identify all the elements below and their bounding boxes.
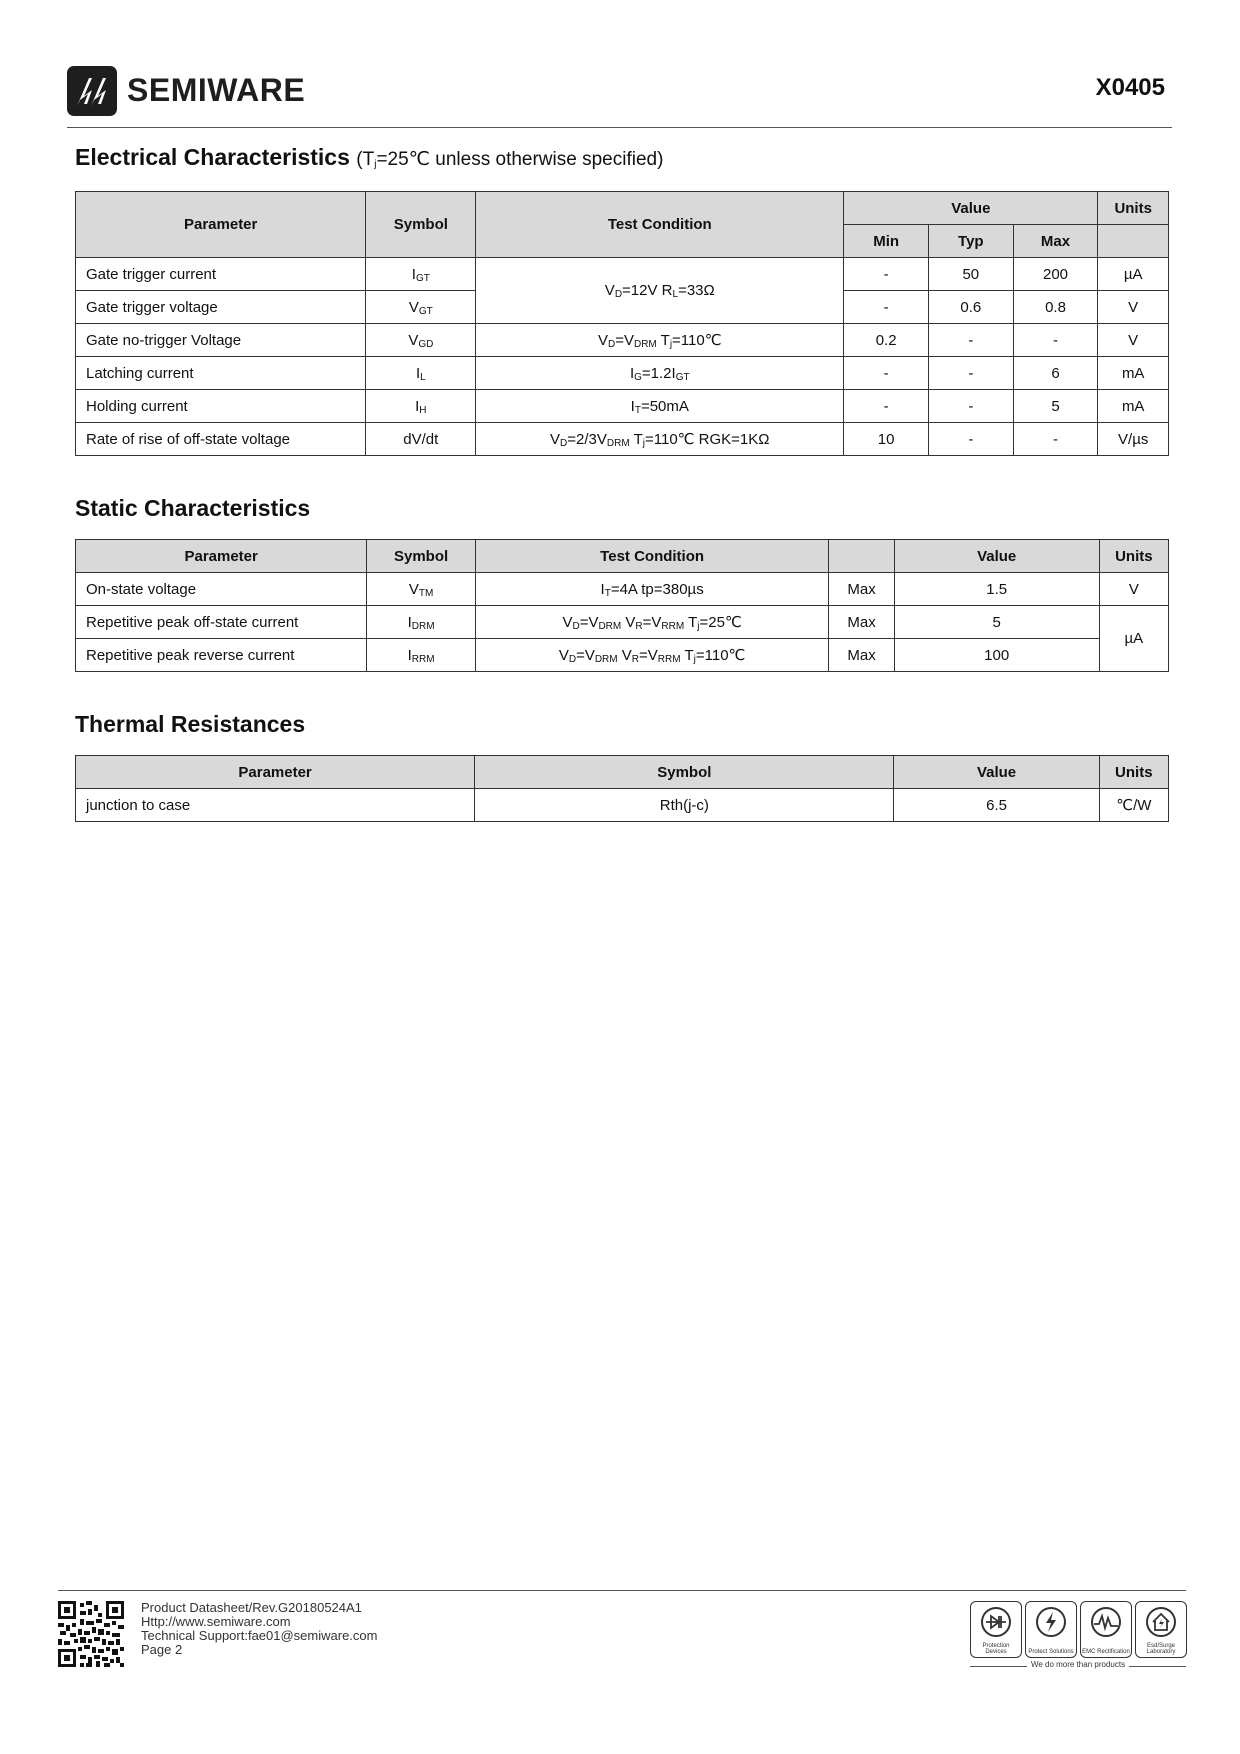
static-title: Static Characteristics [75,495,311,521]
electrical-title-text: Electrical Characteristics [75,144,350,170]
units-cell: µA [1098,258,1169,291]
header-value: Value [844,192,1098,225]
header-parameter: Parameter [76,540,367,573]
symbol-cell: $I_{GT}$ [366,258,476,291]
footer-support: Technical Support:fae01@semiware.com [141,1628,378,1643]
min-cell: - [844,258,929,291]
table-row [76,789,1169,822]
symbol-cell: $V_{GT}$ [366,291,476,324]
symbol-cell: Rth(j-c) [475,789,894,822]
emc-rectification-icon [1080,1601,1132,1658]
table-header-row [76,756,1169,789]
max-cell: 0.8 [1013,291,1098,324]
units-cell: mA [1098,390,1169,423]
header-test-condition: Test Condition [476,192,844,258]
units-cell: V/µs [1098,423,1169,456]
condition-cell: $V_D=2/3V_{DRM}$ $T_j=110℃$ RGK=1KΩ [476,423,844,456]
table-header-row [76,192,1169,225]
condition-cell: $I_G=1.2I_{GT}$ [476,357,844,390]
table-row [76,573,1169,606]
condition-cell: $I_T=4A$ tp=380µs [475,573,829,606]
param-cell: On-state voltage [76,573,367,606]
symbol-cell: $I_{RRM}$ [367,639,475,672]
units-cell: µA [1099,606,1168,672]
symbol-cell: $I_L$ [366,357,476,390]
limit-cell: Max [829,573,894,606]
service-badges [970,1601,1186,1673]
min-cell: - [844,357,929,390]
max-cell: - [1013,423,1098,456]
units-cell: mA [1098,357,1169,390]
param-cell: Gate trigger voltage [76,291,366,324]
header-test-condition: Test Condition [475,540,829,573]
param-cell: Latching current [76,357,366,390]
esd-surge-lab-icon [1135,1601,1187,1658]
symbol-cell: dV/dt [366,423,476,456]
units-cell: V [1099,573,1168,606]
value-cell: 5 [894,606,1099,639]
typ-cell: 50 [928,258,1013,291]
header-value: Value [894,756,1099,789]
param-cell: junction to case [76,789,475,822]
param-cell: Holding current [76,390,366,423]
footer-slogan: We do more than products [1027,1660,1129,1669]
static-table [75,539,1169,672]
header-units: Units [1099,756,1168,789]
header-symbol: Symbol [475,756,894,789]
param-cell: Rate of rise of off-state voltage [76,423,366,456]
value-cell: 6.5 [894,789,1099,822]
table-row [76,357,1169,390]
badge-label: EMC Rectification [1082,1649,1130,1655]
semiware-logo-icon [67,66,117,116]
min-cell: 0.2 [844,324,929,357]
protection-devices-icon [970,1601,1022,1658]
table-header-row [76,540,1169,573]
header-limit-blank [829,540,894,573]
symbol-cell: $I_{DRM}$ [367,606,475,639]
min-cell: - [844,291,929,324]
header-typ: Typ [928,225,1013,258]
condition-cell: $V_D=V_{DRM}$ $V_R=V_{RRM}$ $T_j=110℃$ [475,639,829,672]
footer-revision: Product Datasheet/Rev.G20180524A1 [141,1600,362,1615]
min-cell: 10 [844,423,929,456]
typ-cell: - [928,357,1013,390]
min-cell: - [844,390,929,423]
typ-cell: - [928,423,1013,456]
header-min: Min [844,225,929,258]
condition-cell: $V_D=V_{DRM}$ $T_j=110℃$ [476,324,844,357]
typ-cell: - [928,390,1013,423]
badge-label: Protection Devices [982,1643,1010,1655]
param-cell: Repetitive peak off-state current [76,606,367,639]
table-row [76,324,1169,357]
header-symbol: Symbol [367,540,475,573]
footer-page: Page 2 [141,1642,183,1657]
max-cell: 5 [1013,390,1098,423]
header-units-blank [1098,225,1169,258]
condition-cell: $V_D=V_{DRM}$ $V_R=V_{RRM}$ $T_j=25℃$ [475,606,829,639]
table-row [76,606,1169,639]
electrical-table [75,191,1169,456]
header-parameter: Parameter [76,756,475,789]
table-row [76,390,1169,423]
header-max: Max [1013,225,1098,258]
header-value: Value [894,540,1099,573]
limit-cell: Max [829,606,894,639]
header-units: Units [1098,192,1169,225]
symbol-cell: $V_{GD}$ [366,324,476,357]
header-units: Units [1099,540,1168,573]
thermal-title: Thermal Resistances [75,711,306,737]
table-row [76,423,1169,456]
badge-label: Esd/Surge Laboratory [1146,1643,1176,1655]
footer-info [141,1601,377,1657]
units-cell: V [1098,324,1169,357]
max-cell: 200 [1013,258,1098,291]
value-cell: 1.5 [894,573,1099,606]
header-parameter: Parameter [76,192,366,258]
param-cell: Repetitive peak reverse current [76,639,367,672]
max-cell: - [1013,324,1098,357]
symbol-cell: $I_H$ [366,390,476,423]
protect-solutions-icon [1025,1601,1077,1658]
table-row [76,258,1169,291]
condition-cell: $V_D=12V$ $R_L=33\Omega$ [476,258,844,324]
max-cell: 6 [1013,357,1098,390]
thermal-table [75,755,1169,822]
condition-cell: $I_T=50mA$ [476,390,844,423]
param-cell: Gate no-trigger Voltage [76,324,366,357]
units-cell: ℃/W [1099,789,1168,822]
page-footer [58,1590,1186,1671]
page-header [67,64,1172,128]
footer-website: Http://www.semiware.com [141,1614,291,1629]
brand-name: SEMIWARE [127,72,306,108]
header-symbol: Symbol [366,192,476,258]
value-cell: 100 [894,639,1099,672]
electrical-title [75,144,663,171]
part-number: X0405 [1095,74,1165,101]
param-cell: Gate trigger current [76,258,366,291]
qr-code-icon [58,1601,124,1667]
symbol-cell: $V_{TM}$ [367,573,475,606]
units-cell: V [1098,291,1169,324]
limit-cell: Max [829,639,894,672]
table-row [76,639,1169,672]
badge-label: Protect Solutions [1028,1649,1074,1655]
typ-cell: 0.6 [928,291,1013,324]
typ-cell: - [928,324,1013,357]
electrical-condition: ($T_j=25℃$ unless otherwise specified) [356,149,664,170]
